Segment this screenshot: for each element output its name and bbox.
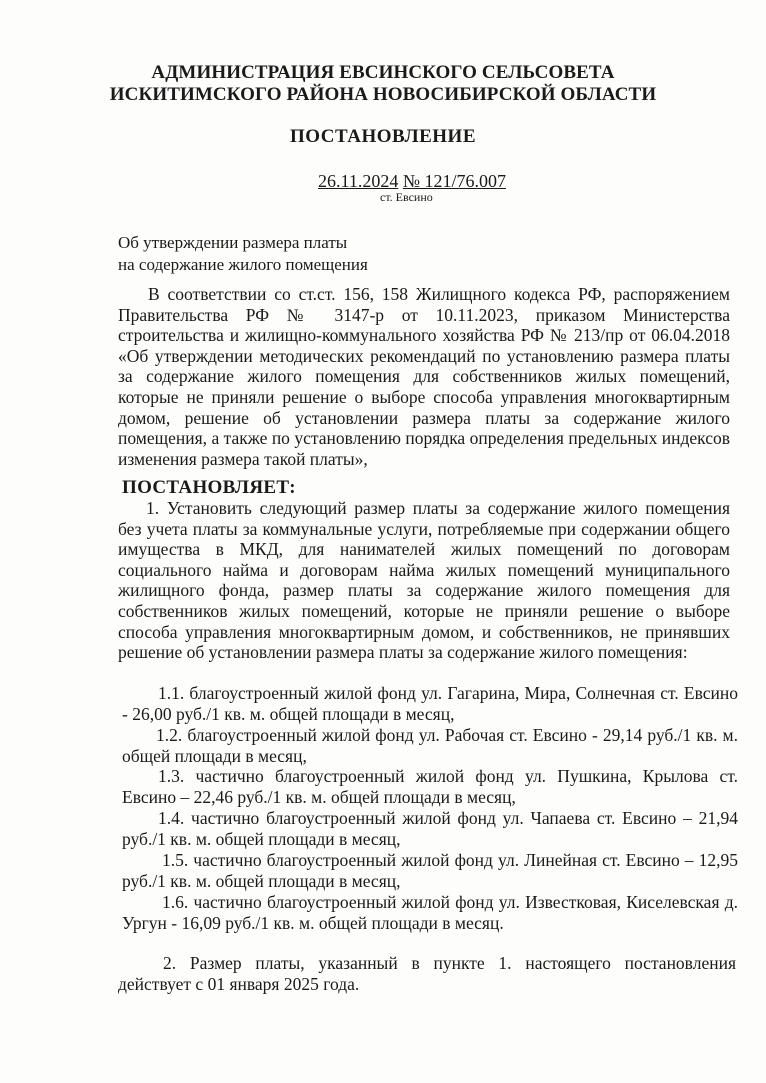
document-type-title: ПОСТАНОВЛЕНИЕ (289, 126, 477, 147)
document-number: № 121/76.007 (402, 171, 507, 191)
list-item: 1.1. благоустроенный жилой фонд ул. Гагарина, Мира, Солнечная ст. Евсино - 26,00 руб./1 кв. м. общей площади в месяц, (122, 683, 738, 724)
list-item: 1.3. частично благоустроенный жилой фонд ул. Пушкина, Крылова ст. Евсино – 22,46 руб./1 кв. м. общей площади в месяц, (122, 766, 738, 807)
point-1-paragraph: 1. Установить следующий размер платы за содержание жилого помещения без учета платы за коммунальные услуги, потребляемые при содержании общего имущества в МКД, для нанимателей жилых помещений по договорам социального найма и договорам найма жилых помещений муниципального жилищного фонда, размер платы за содержание жилого помещения для собственников жилых помещений, которые не приняли решение о выборе способа управления многоквартирным домом, и собственников, не принявших решение об установлении размера платы за содержание жилого помещения: (118, 498, 730, 663)
preamble-paragraph: В соответствии со ст.ст. 156, 158 Жилищного кодекса РФ, распоряжением Правительства РФ № 3147-р от 10.11.2023, приказом Министерства строительства и жилищно-коммунального хозяйства РФ № 213/пр от 06.04.2018 «Об утверждении методических рекомендаций по установлению размера платы за содержание жилого помещения для собственников жилых помещений, которые не приняли решение о выборе способа управления многоквартирным домом, решение об установлении размера платы за содержание жилого помещения, а также по установлению порядка определения предельных индексов изменения размера такой платы», (118, 284, 730, 469)
list-item: 1.4. частично благоустроенный жилой фонд ул. Чапаева ст. Евсино – 21,94 руб./1 кв. м. общей площади в месяц, (122, 808, 738, 849)
header-line-2: ИСКИТИМСКОГО РАЙОНА НОВОСИБИРСКОЙ ОБЛАСТИ (109, 84, 657, 105)
document-date: 26.11.2024 (318, 171, 399, 191)
date-number-line (318, 171, 506, 192)
list-item: 1.5. частично благоустроенный жилой фонд ул. Линейная ст. Евсино – 12,95 руб./1 кв. м. общей площади в месяц, (122, 850, 738, 891)
subject-line-2: на содержание жилого помещения (118, 255, 368, 274)
header-line-1: АДМИНИСТРАЦИЯ ЕВСИНСКОГО СЕЛЬСОВЕТА (151, 62, 615, 83)
list-item: 1.2. благоустроенный жилой фонд ул. Рабочая ст. Евсино - 29,14 руб./1 кв. м. общей площади в месяц, (122, 725, 738, 766)
list-item: 1.6. частично благоустроенный жилой фонд ул. Известковая, Киселевская д. Ургун - 16,09 руб./1 кв. м. общей площади в месяц. (122, 892, 738, 933)
subject-line-1: Об утверждении размера платы (118, 233, 348, 252)
document-place: ст. Евсино (380, 190, 433, 204)
resolve-heading: ПОСТАНОВЛЯЕТ: (122, 477, 296, 498)
document-subject (118, 232, 368, 276)
point-2-paragraph: 2. Размер платы, указанный в пункте 1. настоящего постановления действует с 01 января 2025 года. (118, 953, 736, 994)
